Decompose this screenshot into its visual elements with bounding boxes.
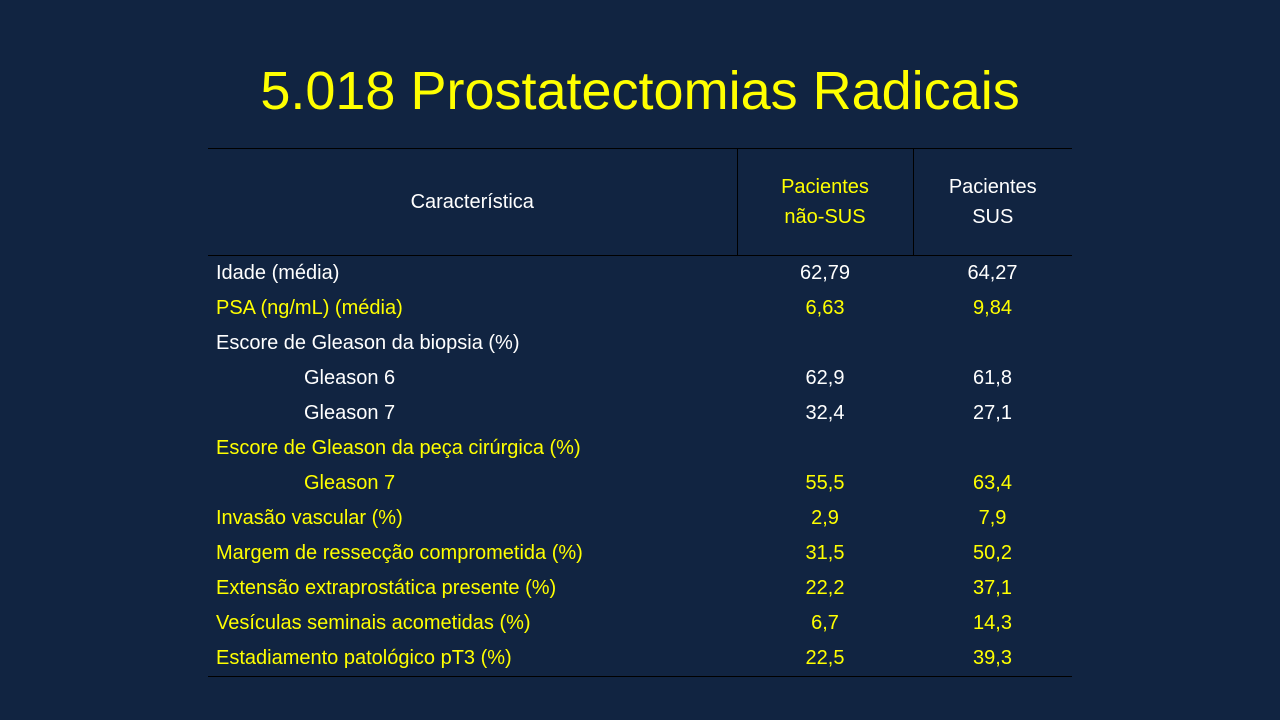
- table-row: [208, 606, 1072, 641]
- value-sus: 7,9: [978, 507, 1007, 529]
- row-label: Gleason 6: [304, 367, 396, 389]
- value-sus: 39,3: [913, 641, 1072, 677]
- row-label: Invasão vascular (%): [216, 507, 403, 529]
- table-row: [208, 641, 1072, 677]
- row-label: Estadiamento patológico pT3 (%): [208, 641, 737, 677]
- row-label: Margem de ressecção comprometida (%): [216, 542, 583, 564]
- value-sus: 61,8: [973, 367, 1012, 389]
- value-nonsus: 62,9: [805, 367, 845, 389]
- row-label: Extensão extraprostática presente (%): [216, 577, 557, 599]
- value-nonsus: 6,7: [811, 612, 839, 634]
- value-nonsus: 22,2: [805, 577, 845, 599]
- value-sus: 63,4: [973, 472, 1012, 494]
- value-nonsus: 55,5: [805, 472, 845, 494]
- value-sus: 14,3: [973, 612, 1012, 634]
- row-label: Escore de Gleason da peça cirúrgica (%): [216, 437, 581, 459]
- value-sus: [913, 326, 1072, 361]
- header-characteristic: Característica: [208, 149, 737, 256]
- table-row: [208, 431, 1072, 466]
- table-row: [208, 326, 1072, 361]
- header-nonsus-patients: Pacientes não-SUS: [737, 149, 913, 256]
- value-nonsus: 31,5: [805, 542, 845, 564]
- value-sus: 64,27: [967, 262, 1018, 284]
- characteristics-table: [208, 148, 1072, 677]
- table-row: [208, 361, 1072, 396]
- row-label: Escore de Gleason da biopsia (%): [216, 332, 520, 354]
- table-row: [208, 501, 1072, 536]
- table-row: [208, 536, 1072, 571]
- value-nonsus: [737, 326, 913, 361]
- row-label: Vesículas seminais acometidas (%): [216, 612, 531, 634]
- value-nonsus: 32,4: [805, 402, 845, 424]
- row-label: Gleason 7: [304, 402, 396, 424]
- value-nonsus: [737, 431, 913, 466]
- table-row: [208, 571, 1072, 606]
- row-label: Gleason 7: [304, 472, 396, 494]
- value-sus: [913, 431, 1072, 466]
- table-row: [208, 291, 1072, 326]
- slide-title: 5.018 Prostatectomias Radicais: [260, 61, 1020, 121]
- value-nonsus: 2,9: [811, 507, 839, 529]
- header-sus-patients: Pacientes SUS: [913, 149, 1072, 256]
- row-label: Idade (média): [216, 262, 340, 284]
- table-header-row: [208, 149, 1072, 256]
- table-row: [208, 396, 1072, 431]
- value-sus: 9,84: [973, 297, 1012, 319]
- value-sus: 27,1: [973, 402, 1012, 424]
- value-nonsus: 22,5: [737, 641, 913, 677]
- value-nonsus: 62,79: [799, 262, 851, 284]
- value-sus: 37,1: [973, 577, 1012, 599]
- table-row: [208, 256, 1072, 292]
- table-row: [208, 466, 1072, 501]
- value-sus: 50,2: [973, 542, 1012, 564]
- value-nonsus: 6,63: [805, 297, 845, 319]
- row-label: PSA (ng/mL) (média): [216, 297, 403, 319]
